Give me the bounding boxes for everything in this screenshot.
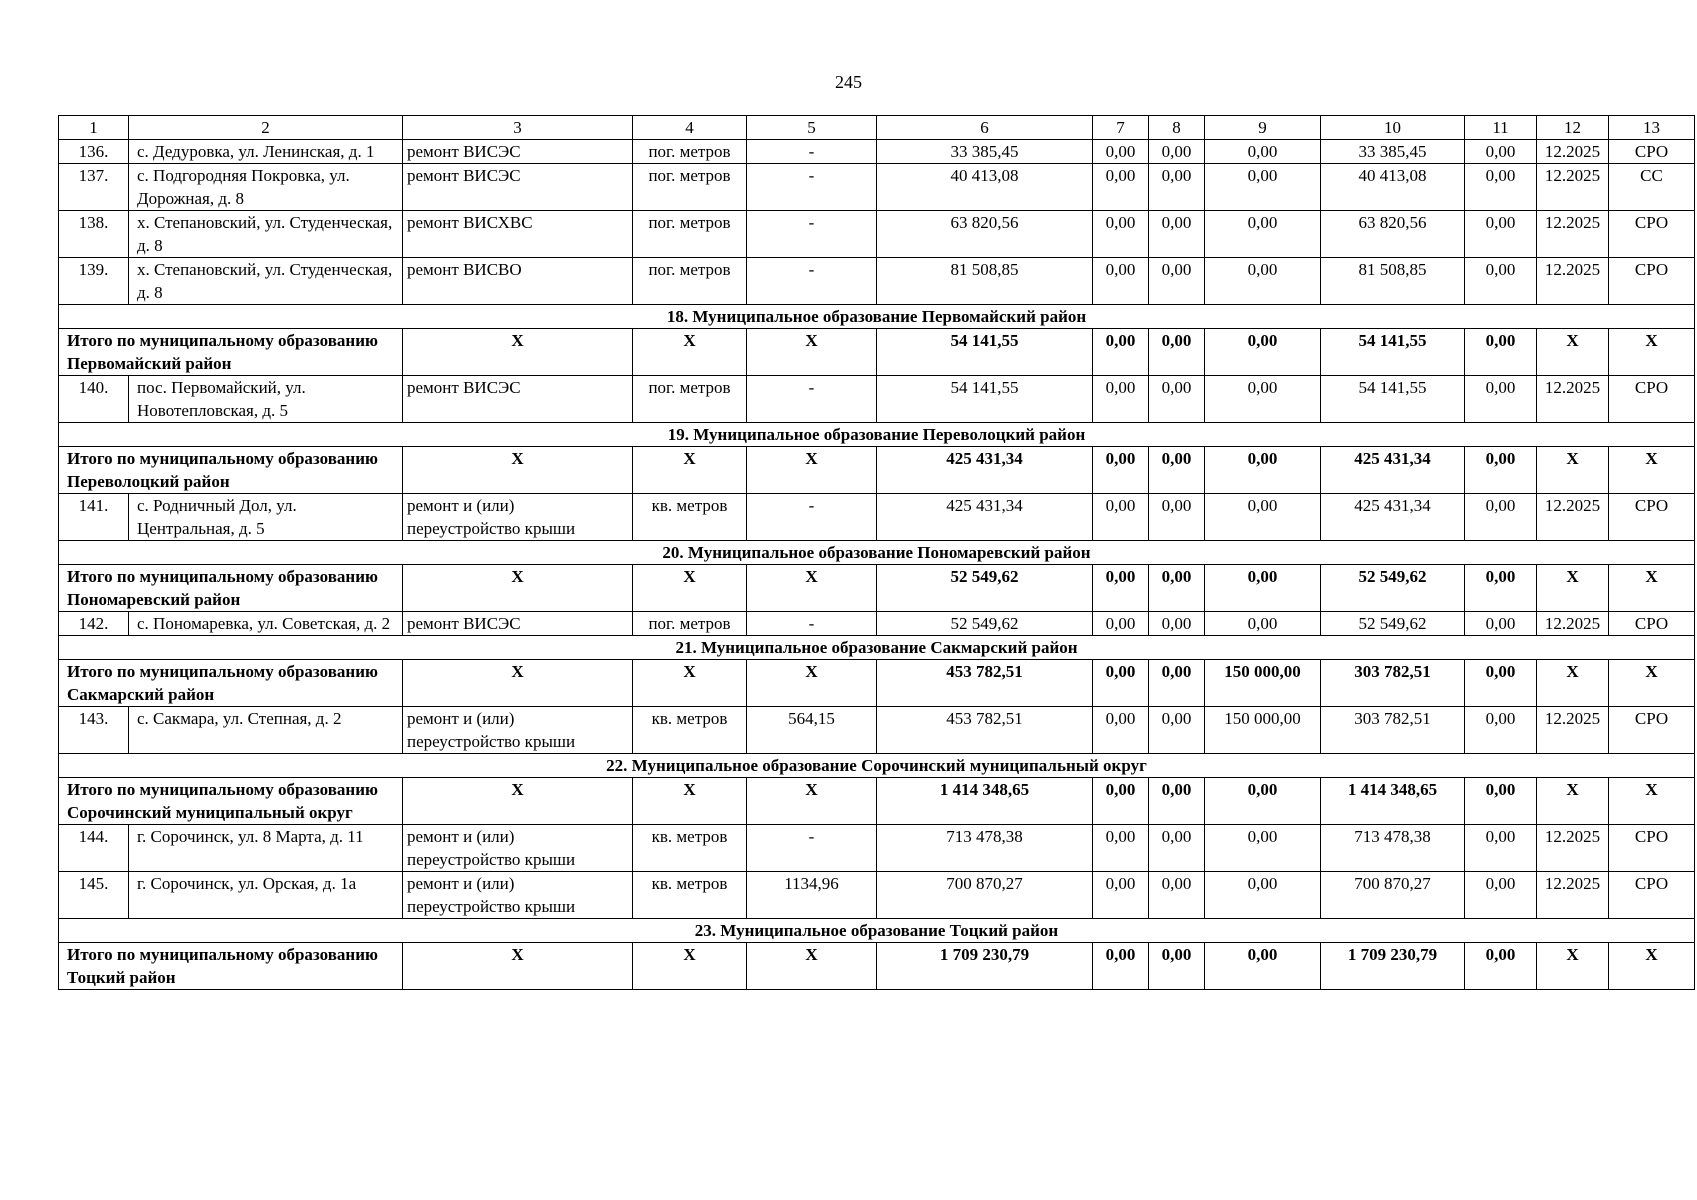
table-cell: кв. метров: [633, 707, 747, 754]
table-row: [59, 258, 1695, 305]
total-cell: 0,00: [1149, 447, 1205, 494]
table-cell: СРО: [1609, 612, 1695, 636]
table-cell: СРО: [1609, 707, 1695, 754]
table-cell: 150 000,00: [1205, 707, 1321, 754]
table-cell: 63 820,56: [1321, 211, 1465, 258]
column-number-header: 10: [1321, 116, 1465, 140]
total-cell: 425 431,34: [877, 447, 1093, 494]
total-cell: 150 000,00: [1205, 660, 1321, 707]
table-cell: 0,00: [1093, 872, 1149, 919]
total-row: [59, 660, 1695, 707]
total-cell: 0,00: [1465, 447, 1537, 494]
total-cell: 0,00: [1205, 447, 1321, 494]
table-cell: 81 508,85: [877, 258, 1093, 305]
total-cell: 0,00: [1093, 778, 1149, 825]
total-cell: X: [1537, 329, 1609, 376]
table-cell: 0,00: [1205, 164, 1321, 211]
table-cell: 0,00: [1093, 825, 1149, 872]
table-cell: 0,00: [1093, 211, 1149, 258]
table-cell: СС: [1609, 164, 1695, 211]
total-cell: X: [1609, 943, 1695, 990]
total-cell: X: [1537, 778, 1609, 825]
total-cell: 0,00: [1093, 329, 1149, 376]
total-cell: X: [1609, 329, 1695, 376]
table-cell: -: [747, 612, 877, 636]
table-cell: ремонт ВИСЭС: [403, 376, 633, 423]
table-cell: 12.2025: [1537, 258, 1609, 305]
row-number-cell: 143.: [59, 707, 129, 754]
table-cell: пог. метров: [633, 258, 747, 305]
table-cell: пог. метров: [633, 211, 747, 258]
table-cell: 33 385,45: [1321, 140, 1465, 164]
table-cell: -: [747, 494, 877, 541]
table-cell: 713 478,38: [877, 825, 1093, 872]
total-cell: 0,00: [1093, 943, 1149, 990]
table-cell: ремонт и (или) переустройство крыши: [403, 872, 633, 919]
row-number-cell: 141.: [59, 494, 129, 541]
total-cell: 0,00: [1465, 565, 1537, 612]
table-cell: ремонт ВИСЭС: [403, 612, 633, 636]
table-cell: СРО: [1609, 494, 1695, 541]
table-cell: 0,00: [1465, 164, 1537, 211]
table-cell: 0,00: [1205, 376, 1321, 423]
table-cell: 12.2025: [1537, 376, 1609, 423]
total-row: [59, 447, 1695, 494]
column-number-header: 9: [1205, 116, 1321, 140]
table-cell: 0,00: [1465, 612, 1537, 636]
table-cell: 453 782,51: [877, 707, 1093, 754]
table-cell: 0,00: [1149, 707, 1205, 754]
table-cell: 0,00: [1205, 612, 1321, 636]
table-row: [59, 612, 1695, 636]
table-cell: пог. метров: [633, 376, 747, 423]
total-cell: X: [1609, 778, 1695, 825]
total-label: Итого по муниципальному образованию Переволоцкий район: [59, 447, 403, 494]
table-cell: пог. метров: [633, 164, 747, 211]
total-cell: X: [747, 447, 877, 494]
table-cell: г. Сорочинск, ул. 8 Марта, д. 11: [129, 825, 403, 872]
total-cell: 54 141,55: [877, 329, 1093, 376]
table-cell: пог. метров: [633, 612, 747, 636]
table-row: [59, 376, 1695, 423]
table-row: [59, 494, 1695, 541]
row-number-cell: 139.: [59, 258, 129, 305]
table-cell: 700 870,27: [877, 872, 1093, 919]
table-cell: ремонт и (или) переустройство крыши: [403, 494, 633, 541]
total-cell: 0,00: [1149, 565, 1205, 612]
total-label: Итого по муниципальному образованию Пономаревский район: [59, 565, 403, 612]
section-heading-row: [59, 919, 1695, 943]
table-cell: 12.2025: [1537, 140, 1609, 164]
total-cell: 0,00: [1149, 329, 1205, 376]
section-heading-row: [59, 423, 1695, 447]
table-cell: 0,00: [1093, 494, 1149, 541]
table-cell: 33 385,45: [877, 140, 1093, 164]
column-number-header: 12: [1537, 116, 1609, 140]
table-cell: 12.2025: [1537, 707, 1609, 754]
table-cell: 713 478,38: [1321, 825, 1465, 872]
table-cell: 12.2025: [1537, 612, 1609, 636]
table-cell: 0,00: [1149, 211, 1205, 258]
total-cell: 0,00: [1149, 778, 1205, 825]
table-cell: 425 431,34: [877, 494, 1093, 541]
row-number-cell: 142.: [59, 612, 129, 636]
row-number-cell: 140.: [59, 376, 129, 423]
table-cell: с. Дедуровка, ул. Ленинская, д. 1: [129, 140, 403, 164]
table-cell: 0,00: [1205, 140, 1321, 164]
total-cell: 0,00: [1465, 778, 1537, 825]
table-row: [59, 211, 1695, 258]
row-number-cell: 144.: [59, 825, 129, 872]
total-label: Итого по муниципальному образованию Первомайский район: [59, 329, 403, 376]
table-row: [59, 164, 1695, 211]
section-heading-row: [59, 754, 1695, 778]
table-cell: 303 782,51: [1321, 707, 1465, 754]
table-cell: 0,00: [1465, 258, 1537, 305]
table-cell: 0,00: [1093, 707, 1149, 754]
table-cell: -: [747, 376, 877, 423]
table-cell: с. Пономаревка, ул. Советская, д. 2: [129, 612, 403, 636]
table-cell: 425 431,34: [1321, 494, 1465, 541]
total-cell: X: [747, 943, 877, 990]
column-number-header: 11: [1465, 116, 1537, 140]
total-row: [59, 943, 1695, 990]
table-cell: СРО: [1609, 376, 1695, 423]
table-cell: 12.2025: [1537, 164, 1609, 211]
total-cell: X: [403, 778, 633, 825]
total-cell: 52 549,62: [1321, 565, 1465, 612]
row-number-cell: 137.: [59, 164, 129, 211]
total-cell: X: [633, 329, 747, 376]
table-cell: СРО: [1609, 140, 1695, 164]
table-cell: 12.2025: [1537, 211, 1609, 258]
table-cell: 0,00: [1465, 872, 1537, 919]
table-cell: -: [747, 258, 877, 305]
section-heading-row: [59, 541, 1695, 565]
table-cell: 81 508,85: [1321, 258, 1465, 305]
table-cell: 0,00: [1093, 376, 1149, 423]
table-cell: СРО: [1609, 211, 1695, 258]
section-heading: 20. Муниципальное образование Пономаревский район: [59, 541, 1695, 565]
table-cell: 0,00: [1149, 164, 1205, 211]
total-cell: X: [747, 329, 877, 376]
table-cell: с. Родничный Дол, ул. Центральная, д. 5: [129, 494, 403, 541]
table-row: [59, 872, 1695, 919]
table-cell: 54 141,55: [877, 376, 1093, 423]
total-cell: X: [747, 660, 877, 707]
table-cell: 0,00: [1149, 825, 1205, 872]
total-cell: 0,00: [1149, 660, 1205, 707]
table-row: [59, 707, 1695, 754]
total-cell: X: [403, 943, 633, 990]
table-cell: 0,00: [1205, 872, 1321, 919]
table-cell: 0,00: [1465, 494, 1537, 541]
total-cell: 303 782,51: [1321, 660, 1465, 707]
table-cell: 52 549,62: [877, 612, 1093, 636]
table-cell: 0,00: [1149, 872, 1205, 919]
table-cell: 0,00: [1149, 494, 1205, 541]
column-number-header: 2: [129, 116, 403, 140]
section-heading: 19. Муниципальное образование Переволоцкий район: [59, 423, 1695, 447]
total-cell: 0,00: [1465, 329, 1537, 376]
table-cell: 0,00: [1149, 258, 1205, 305]
table-cell: 0,00: [1149, 376, 1205, 423]
total-label: Итого по муниципальному образованию Сакмарский район: [59, 660, 403, 707]
total-label: Итого по муниципальному образованию Сорочинский муниципальный округ: [59, 778, 403, 825]
table-cell: г. Сорочинск, ул. Орская, д. 1а: [129, 872, 403, 919]
table-body: [59, 116, 1695, 990]
table-cell: 0,00: [1465, 825, 1537, 872]
section-heading-row: [59, 636, 1695, 660]
column-number-header: 13: [1609, 116, 1695, 140]
total-cell: X: [633, 778, 747, 825]
table-cell: 0,00: [1465, 707, 1537, 754]
table-cell: ремонт ВИСХВС: [403, 211, 633, 258]
total-cell: X: [1609, 565, 1695, 612]
table-cell: -: [747, 140, 877, 164]
table-cell: 0,00: [1205, 494, 1321, 541]
table-row: [59, 140, 1695, 164]
section-heading: 21. Муниципальное образование Сакмарский район: [59, 636, 1695, 660]
table-cell: 0,00: [1465, 211, 1537, 258]
table-cell: ремонт и (или) переустройство крыши: [403, 707, 633, 754]
total-cell: X: [403, 447, 633, 494]
column-number-header: 7: [1093, 116, 1149, 140]
table-cell: -: [747, 825, 877, 872]
total-cell: X: [633, 565, 747, 612]
program-table: [58, 115, 1695, 990]
total-cell: X: [1609, 447, 1695, 494]
total-cell: 0,00: [1465, 943, 1537, 990]
table-cell: х. Степановский, ул. Студенческая, д. 8: [129, 211, 403, 258]
column-number-header: 5: [747, 116, 877, 140]
table-cell: 0,00: [1205, 258, 1321, 305]
total-cell: X: [633, 943, 747, 990]
table-cell: 0,00: [1149, 612, 1205, 636]
total-cell: X: [1537, 447, 1609, 494]
column-number-header: 1: [59, 116, 129, 140]
table-cell: 0,00: [1093, 140, 1149, 164]
total-cell: X: [1609, 660, 1695, 707]
total-cell: X: [403, 660, 633, 707]
total-cell: 0,00: [1465, 660, 1537, 707]
total-cell: 0,00: [1093, 447, 1149, 494]
table-cell: 0,00: [1465, 376, 1537, 423]
table-cell: 0,00: [1093, 612, 1149, 636]
total-cell: 0,00: [1205, 565, 1321, 612]
total-row: [59, 565, 1695, 612]
column-number-header: 6: [877, 116, 1093, 140]
table-cell: 1134,96: [747, 872, 877, 919]
total-cell: 1 709 230,79: [1321, 943, 1465, 990]
table-cell: с. Сакмара, ул. Степная, д. 2: [129, 707, 403, 754]
table-cell: 12.2025: [1537, 494, 1609, 541]
header-row: [59, 116, 1695, 140]
table-cell: пог. метров: [633, 140, 747, 164]
section-heading: 22. Муниципальное образование Сорочинский муниципальный округ: [59, 754, 1695, 778]
table-cell: 54 141,55: [1321, 376, 1465, 423]
total-row: [59, 329, 1695, 376]
table-cell: 52 549,62: [1321, 612, 1465, 636]
total-cell: 0,00: [1205, 778, 1321, 825]
table-cell: 63 820,56: [877, 211, 1093, 258]
total-cell: 453 782,51: [877, 660, 1093, 707]
total-cell: 0,00: [1149, 943, 1205, 990]
total-cell: X: [1537, 943, 1609, 990]
table-cell: 0,00: [1205, 825, 1321, 872]
total-cell: X: [747, 565, 877, 612]
column-number-header: 3: [403, 116, 633, 140]
total-cell: 425 431,34: [1321, 447, 1465, 494]
total-label: Итого по муниципальному образованию Тоцкий район: [59, 943, 403, 990]
section-heading: 23. Муниципальное образование Тоцкий район: [59, 919, 1695, 943]
total-cell: 0,00: [1205, 329, 1321, 376]
section-heading-row: [59, 305, 1695, 329]
table-cell: с. Подгородняя Покровка, ул. Дорожная, д. 8: [129, 164, 403, 211]
table-cell: ремонт ВИСВО: [403, 258, 633, 305]
table-cell: СРО: [1609, 258, 1695, 305]
column-number-header: 4: [633, 116, 747, 140]
total-cell: 1 414 348,65: [877, 778, 1093, 825]
total-cell: X: [747, 778, 877, 825]
total-cell: X: [633, 447, 747, 494]
table-cell: кв. метров: [633, 494, 747, 541]
total-cell: X: [633, 660, 747, 707]
table-cell: 564,15: [747, 707, 877, 754]
table-cell: кв. метров: [633, 825, 747, 872]
total-cell: 0,00: [1205, 943, 1321, 990]
total-cell: X: [403, 565, 633, 612]
page-number: 245: [835, 72, 862, 92]
total-cell: X: [403, 329, 633, 376]
total-cell: 1 414 348,65: [1321, 778, 1465, 825]
row-number-cell: 138.: [59, 211, 129, 258]
table-cell: 0,00: [1149, 140, 1205, 164]
table-cell: 0,00: [1093, 258, 1149, 305]
table-cell: -: [747, 211, 877, 258]
total-row: [59, 778, 1695, 825]
table-cell: кв. метров: [633, 872, 747, 919]
total-cell: 54 141,55: [1321, 329, 1465, 376]
table-cell: 40 413,08: [877, 164, 1093, 211]
row-number-cell: 136.: [59, 140, 129, 164]
table-cell: 12.2025: [1537, 825, 1609, 872]
total-cell: 1 709 230,79: [877, 943, 1093, 990]
total-cell: 0,00: [1093, 660, 1149, 707]
column-number-header: 8: [1149, 116, 1205, 140]
table-cell: пос. Первомайский, ул. Новотепловская, д. 5: [129, 376, 403, 423]
row-number-cell: 145.: [59, 872, 129, 919]
table-cell: СРО: [1609, 872, 1695, 919]
table-cell: 0,00: [1093, 164, 1149, 211]
table-cell: ремонт ВИСЭС: [403, 140, 633, 164]
total-cell: X: [1537, 660, 1609, 707]
table-cell: 40 413,08: [1321, 164, 1465, 211]
table-cell: -: [747, 164, 877, 211]
total-cell: X: [1537, 565, 1609, 612]
table-cell: х. Степановский, ул. Студенческая, д. 8: [129, 258, 403, 305]
table-cell: 12.2025: [1537, 872, 1609, 919]
section-heading: 18. Муниципальное образование Первомайский район: [59, 305, 1695, 329]
table-cell: СРО: [1609, 825, 1695, 872]
table-cell: 700 870,27: [1321, 872, 1465, 919]
table-cell: ремонт ВИСЭС: [403, 164, 633, 211]
table-row: [59, 825, 1695, 872]
table-cell: 0,00: [1465, 140, 1537, 164]
table-cell: ремонт и (или) переустройство крыши: [403, 825, 633, 872]
total-cell: 52 549,62: [877, 565, 1093, 612]
total-cell: 0,00: [1093, 565, 1149, 612]
table-cell: 0,00: [1205, 211, 1321, 258]
